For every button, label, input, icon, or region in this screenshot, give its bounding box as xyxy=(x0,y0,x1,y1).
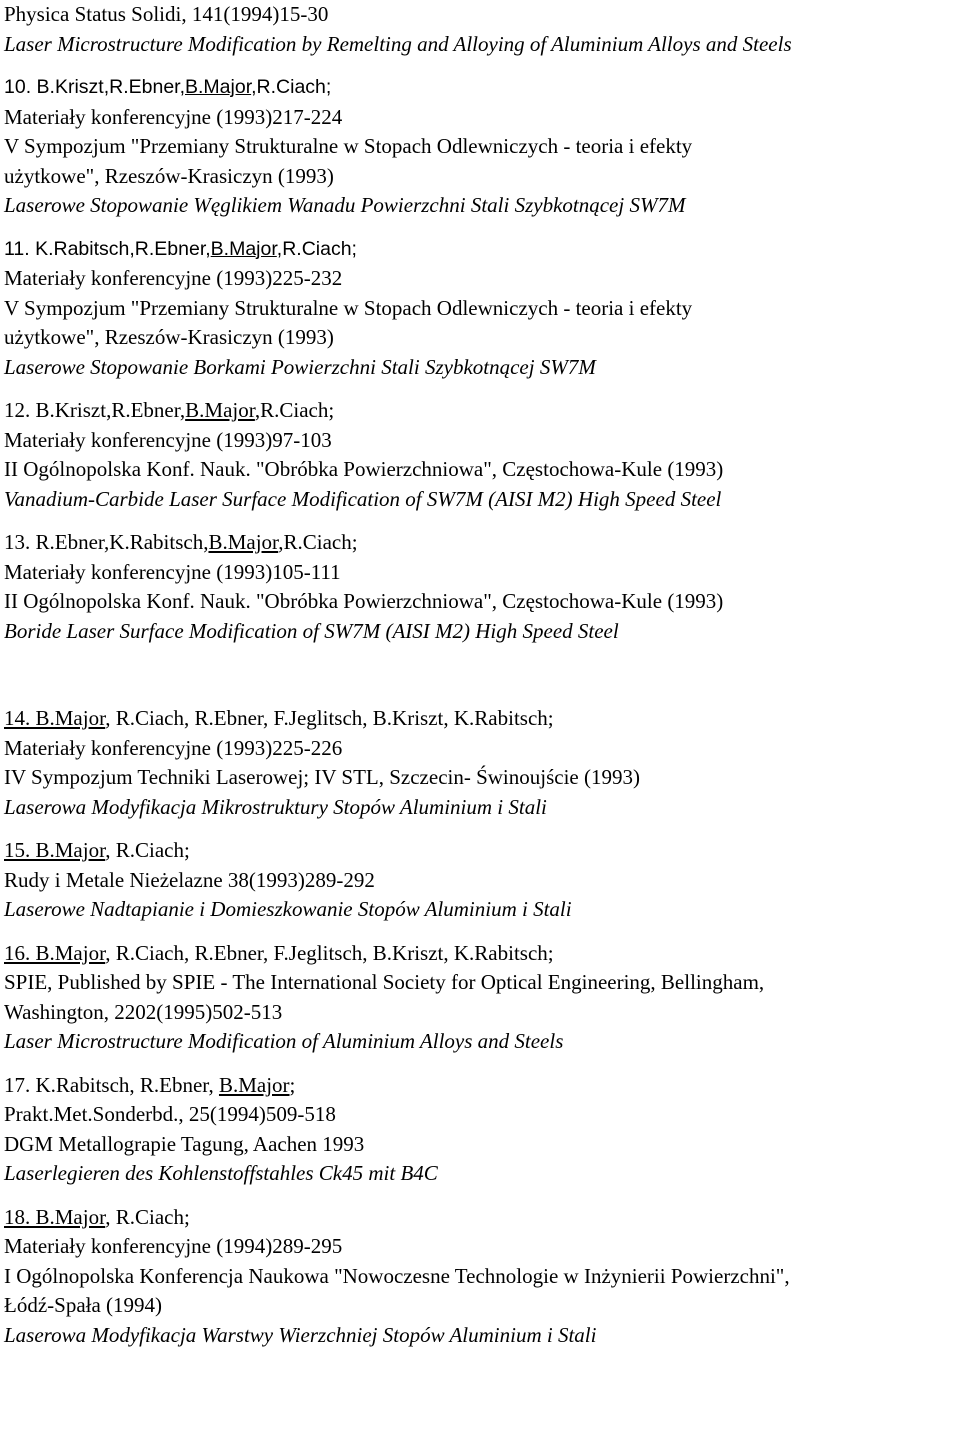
entry-source: Materiały konferencyjne (1993)225-232 xyxy=(4,266,343,290)
reference-entry-18 xyxy=(4,1203,960,1351)
entry-title: Laserowa Modyfikacja Mikrostruktury Stopów Aluminium i Stali xyxy=(4,794,547,819)
entry-authors: 10. B.Kriszt,R.Ebner,B.Major,R.Ciach; xyxy=(4,76,332,98)
reference-entry-10 xyxy=(4,73,960,221)
entry-source: Prakt.Met.Sonderbd., 25(1994)509-518 xyxy=(4,1102,336,1126)
entry-title: Laser Microstructure Modification of Aluminium Alloys and Steels xyxy=(4,1029,564,1053)
author-link: B.Major xyxy=(210,237,277,260)
entry-venue: użytkowe", Rzeszów-Krasiczyn (1993) xyxy=(4,163,334,188)
entry-authors: 13. R.Ebner,K.Rabitsch,B.Major,R.Ciach; xyxy=(4,530,358,554)
header-title: Laser Microstructure Modification by Remelting and Alloying of Aluminium Alloys and Steels xyxy=(4,31,792,56)
reference-entry-17 xyxy=(4,1071,960,1189)
entry-title: Laserlegieren des Kohlenstoffstahles Ck45 mit B4C xyxy=(4,1161,438,1185)
entry-authors: 18. B.Major, R.Ciach; xyxy=(4,1204,190,1229)
entry-venue: II Ogólnopolska Konf. Nauk. "Obróbka Powierzchniowa", Częstochowa-Kule (1993) xyxy=(4,457,724,481)
entry-venue: I Ogólnopolska Konferencja Naukowa "Nowoczesne Technologie w Inżynierii Powierzchni", xyxy=(4,1263,790,1288)
author-link: B.Major xyxy=(218,1072,290,1097)
entry-venue: IV Sympozjum Techniki Laserowej; IV STL, Szczecin- Świnoujście (1993) xyxy=(4,765,640,789)
reference-entry-14 xyxy=(4,704,960,822)
entry-source: Materiały konferencyjne (1994)289-295 xyxy=(4,1234,343,1258)
reference-entry-16 xyxy=(4,939,960,1057)
entry-title: Laserowe Stopowanie Węglikiem Wanadu Powierzchni Stali Szybkotnącej SW7M xyxy=(4,193,686,217)
entry-authors: 17. K.Rabitsch, R.Ebner, B.Major; xyxy=(4,1072,296,1097)
entry-source: Materiały konferencyjne (1993)217-224 xyxy=(4,104,343,129)
entry-authors: 16. B.Major, R.Ciach, R.Ebner, F.Jeglitsch, B.Kriszt, K.Rabitsch; xyxy=(4,940,554,965)
entry-authors: 12. B.Kriszt,R.Ebner,B.Major,R.Ciach; xyxy=(4,398,335,422)
entry-title: Laserowe Nadtapianie i Domieszkowanie Stopów Aluminium i Stali xyxy=(4,897,572,921)
entry-title: Laserowa Modyfikacja Warstwy Wierzchniej Stopów Aluminium i Stali xyxy=(4,1322,597,1347)
author-link: B.Major xyxy=(185,398,255,422)
entry-venue: II Ogólnopolska Konf. Nauk. "Obróbka Powierzchniowa", Częstochowa-Kule (1993) xyxy=(4,589,724,613)
entry-title: Laserowe Stopowanie Borkami Powierzchni Stali Szybkotnącej SW7M xyxy=(4,354,596,379)
entry-venue: Łódź-Spała (1994) xyxy=(4,1293,163,1317)
entry-authors: 15. B.Major, R.Ciach; xyxy=(4,838,190,862)
entry-source: Washington, 2202(1995)502-513 xyxy=(4,999,283,1024)
entry-venue: użytkowe", Rzeszów-Krasiczyn (1993) xyxy=(4,325,334,349)
entry-source: Rudy i Metale Nieżelazne 38(1993)289-292 xyxy=(4,867,375,892)
reference-entry-13 xyxy=(4,528,960,646)
author-link: B.Major xyxy=(185,76,252,98)
entry-title: Vanadium-Carbide Laser Surface Modification of SW7M (AISI M2) High Speed Steel xyxy=(4,486,722,511)
author-link: 15. B.Major xyxy=(4,838,106,862)
entry-authors: 14. B.Major, R.Ciach, R.Ebner, F.Jeglitsch, B.Kriszt, K.Rabitsch; xyxy=(4,706,554,730)
entry-authors: 11. K.Rabitsch,R.Ebner,B.Major,R.Ciach; xyxy=(4,237,357,260)
author-link: 16. B.Major xyxy=(4,940,106,965)
entry-venue: V Sympozjum "Przemiany Strukturalne w Stopach Odlewniczych - teoria i efekty xyxy=(4,134,693,158)
entry-source: SPIE, Published by SPIE - The International Society for Optical Engineering, Bellingham, xyxy=(4,970,765,994)
header-journal: Physica Status Solidi, 141(1994)15-30 xyxy=(4,2,329,26)
entry-source: Materiały konferencyjne (1993)97-103 xyxy=(4,427,332,452)
reference-entry-12 xyxy=(4,396,960,514)
author-link: 14. B.Major xyxy=(4,706,106,730)
entry-venue: DGM Metallograpie Tagung, Aachen 1993 xyxy=(4,1131,365,1156)
entry-source: Materiały konferencyjne (1993)225-226 xyxy=(4,735,343,760)
entry-venue: V Sympozjum "Przemiany Strukturalne w Stopach Odlewniczych - teoria i efekty xyxy=(4,295,693,320)
reference-entry-15 xyxy=(4,836,960,925)
reference-entry-11 xyxy=(4,235,960,383)
entry-source: Materiały konferencyjne (1993)105-111 xyxy=(4,559,341,584)
author-link: 18. B.Major xyxy=(4,1204,106,1229)
entry-title: Boride Laser Surface Modification of SW7M (AISI M2) High Speed Steel xyxy=(4,618,619,643)
author-link: B.Major xyxy=(208,530,279,554)
